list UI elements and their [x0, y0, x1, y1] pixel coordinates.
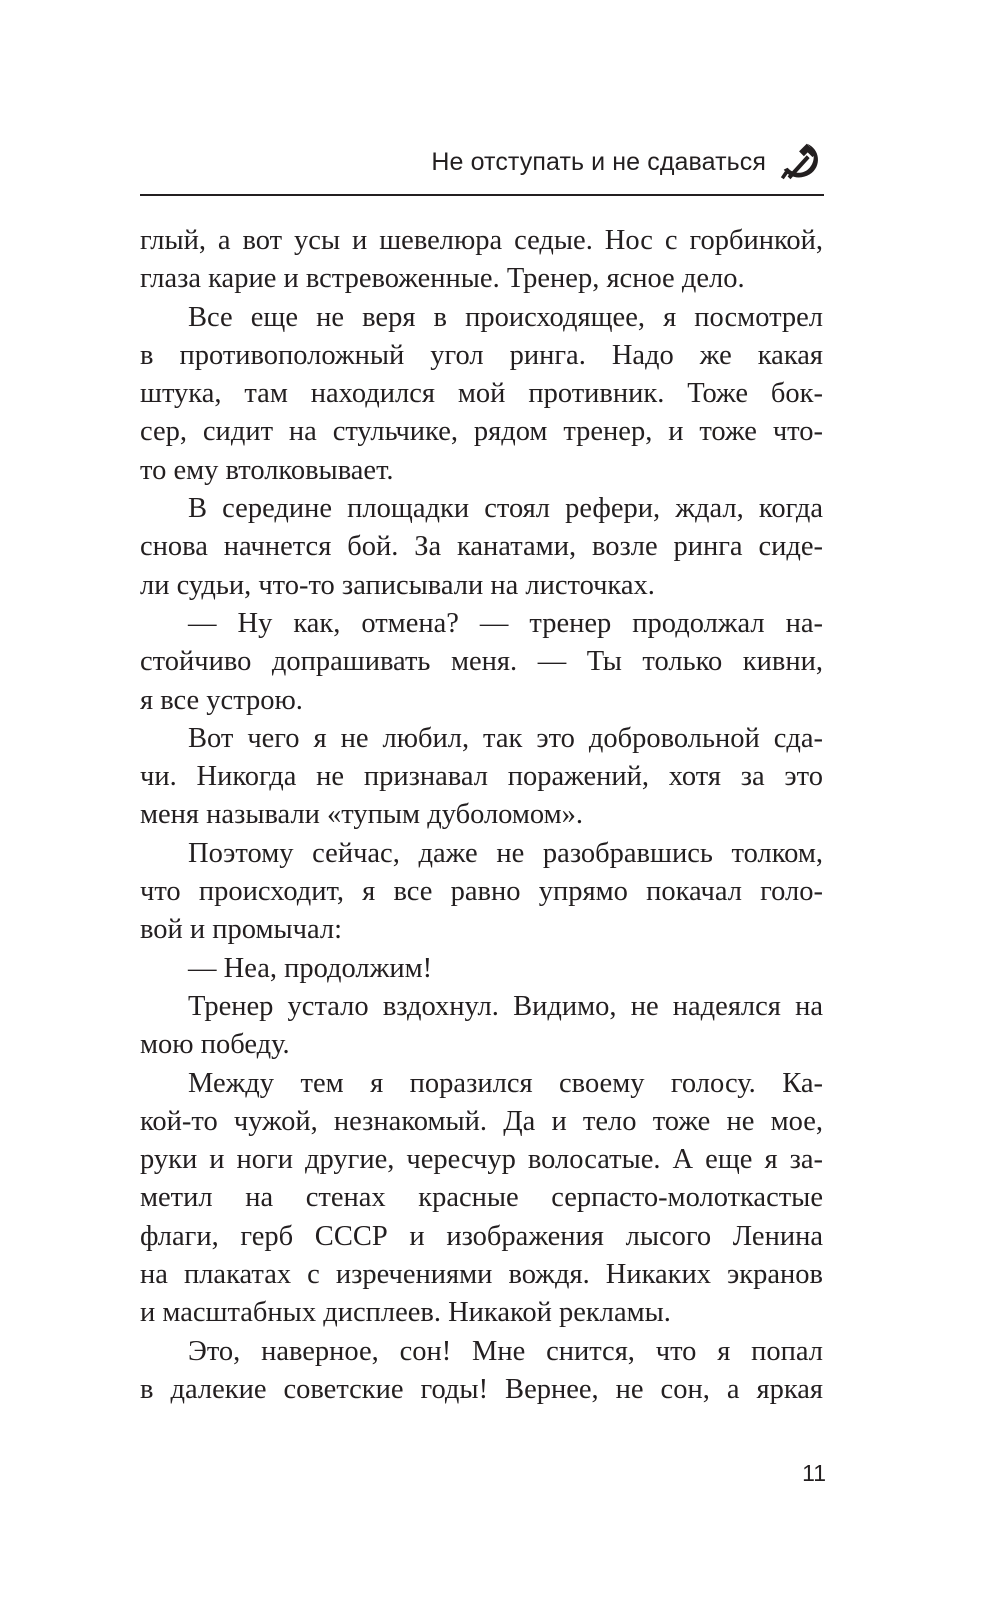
body-text [140, 222, 823, 1409]
paragraph-first-line: Между тем я поразился своему голосу. Ка- [188, 1067, 823, 1099]
text-line: кой-то чужой, незнакомый. Да и тело тоже не мое, [140, 1105, 823, 1137]
paragraph-first-line: Тренер устало вздохнул. Видимо, не надеялся на [188, 990, 823, 1022]
text-line: я все устрою. [140, 684, 303, 716]
text-line: штука, там находился мой противник. Тоже бок- [140, 378, 823, 410]
text-line: метил на стенах красные серпасто-молоткастые [140, 1182, 823, 1214]
paragraph-first-line: Вот чего я не любил, так это добровольной сда- [188, 722, 823, 754]
text-line: мою победу. [140, 1029, 290, 1061]
text-line: ли судьи, что-то записывали на листочках. [140, 569, 655, 601]
text-line: то ему втолковывает. [140, 454, 394, 486]
text-line: снова начнется бой. За канатами, возле ринга сиде- [140, 531, 823, 563]
paragraph-first-line: Все еще не веря в происходящее, я посмотрел [188, 301, 823, 333]
running-header-title: Не отступать и не сдаваться [431, 148, 766, 176]
text-line: на плакатах с изречениями вождя. Никаких экранов [140, 1259, 823, 1291]
paragraph-first-line: — Ну как, отмена? — тренер продолжал на- [188, 607, 823, 639]
text-line: чи. Никогда не признавал поражений, хотя за это [140, 761, 823, 793]
text-line: глый, а вот усы и шевелюра седые. Нос с горбинкой, [140, 225, 823, 256]
text-line: руки и ноги другие, чересчур волосатые. А еще я за- [140, 1144, 823, 1176]
text-line: в противоположный угол ринга. Надо же какая [140, 339, 823, 371]
text-line: меня называли «тупым дуболомом». [140, 799, 584, 831]
text-line: стойчиво допрашивать меня. — Ты только кивни, [140, 646, 823, 678]
text-line: в далекие советские годы! Вернее, не сон, а яркая [140, 1373, 823, 1405]
text-line: что происходит, я все равно упрямо покачал голо- [140, 876, 823, 908]
paragraph-first-line: Это, наверное, сон! Мне снится, что я попал [188, 1335, 823, 1367]
hammer-and-sickle-icon [778, 138, 824, 184]
text-line: и масштабных дисплеев. Никакой рекламы. [140, 1297, 671, 1329]
text-line: глаза карие и встревоженные. Тренер, ясное дело. [140, 263, 745, 295]
paragraph-first-line: В середине площадки стоял рефери, ждал, когда [188, 493, 823, 525]
text-line: сер, сидит на стульчике, рядом тренер, и тоже что- [140, 416, 823, 448]
paragraph-first-line: Поэтому сейчас, даже не разобравшись толком, [188, 837, 823, 869]
text-line: флаги, герб СССР и изображения лысого Ленина [140, 1220, 823, 1252]
text-line: вой и промычал: [140, 914, 343, 946]
paragraph-first-line: — Неа, продолжим! [188, 952, 433, 984]
running-header [140, 136, 824, 196]
header-rule [140, 194, 824, 196]
page-number: 11 [802, 1460, 826, 1486]
